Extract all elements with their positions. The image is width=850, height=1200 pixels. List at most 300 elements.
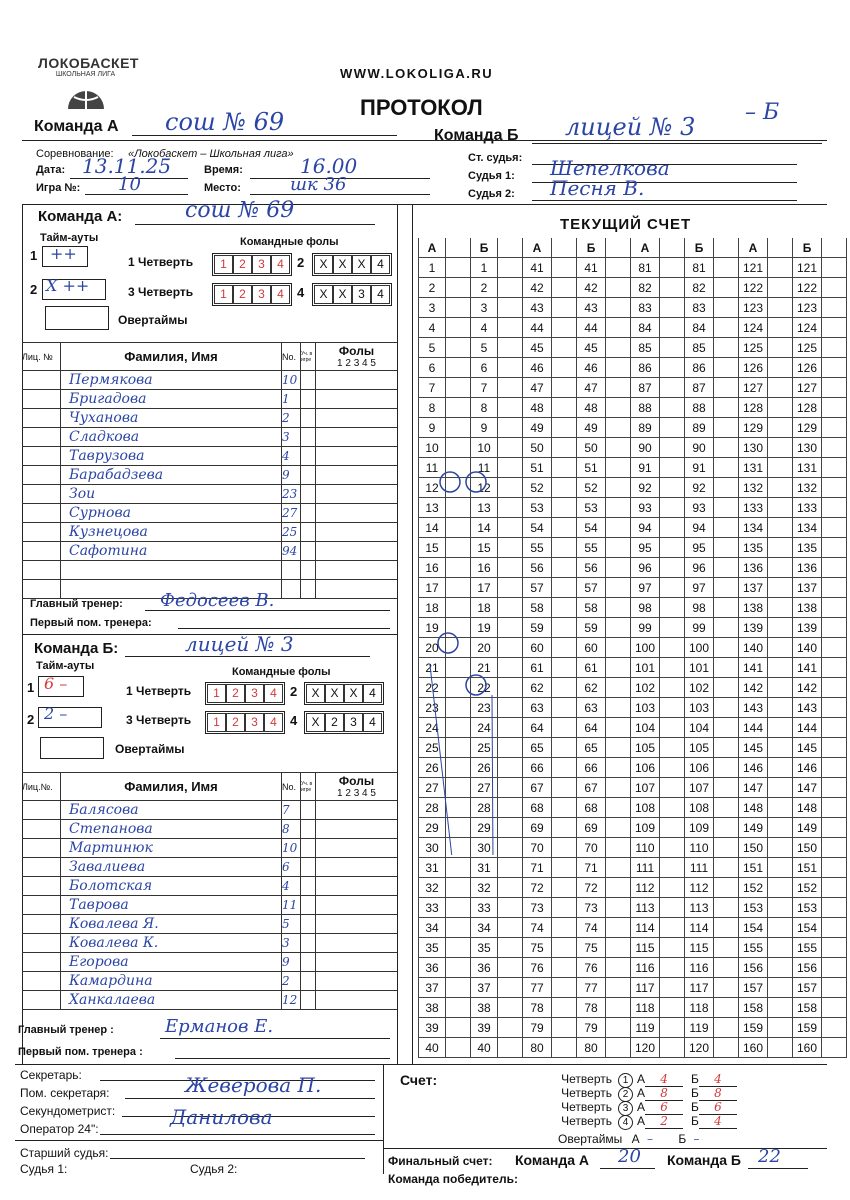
running-score-number[interactable]: 70	[577, 838, 606, 858]
running-score-mark[interactable]	[714, 938, 739, 958]
running-score-number[interactable]: 116	[631, 958, 660, 978]
running-score-number[interactable]: 147	[739, 778, 768, 798]
running-score-mark[interactable]	[606, 478, 631, 498]
running-score-mark[interactable]	[822, 1018, 847, 1038]
running-score-number[interactable]: 149	[739, 818, 768, 838]
fouls-cell[interactable]	[316, 934, 398, 953]
running-score-mark[interactable]	[498, 958, 523, 978]
running-score-number[interactable]: 75	[523, 938, 552, 958]
team-a-q4-fouls[interactable]: X X 3 4	[312, 283, 392, 306]
running-score-number[interactable]: 18	[471, 598, 498, 618]
fouls-cell[interactable]	[316, 561, 398, 580]
running-score-mark[interactable]	[446, 978, 471, 998]
running-score-number[interactable]: 152	[793, 878, 822, 898]
running-score-mark[interactable]	[768, 398, 793, 418]
running-score-number[interactable]: 17	[419, 578, 446, 598]
running-score-number[interactable]: 30	[471, 838, 498, 858]
running-score-number[interactable]: 141	[739, 658, 768, 678]
running-score-number[interactable]: 116	[685, 958, 714, 978]
running-score-number[interactable]: 160	[739, 1038, 768, 1058]
running-score-mark[interactable]	[660, 738, 685, 758]
running-score-mark[interactable]	[822, 958, 847, 978]
running-score-number[interactable]: 32	[471, 878, 498, 898]
running-score-number[interactable]: 155	[739, 938, 768, 958]
running-score-number[interactable]: 59	[577, 618, 606, 638]
in-game-cell[interactable]	[301, 561, 316, 580]
running-score-mark[interactable]	[498, 1018, 523, 1038]
running-score-number[interactable]: 24	[419, 718, 446, 738]
running-score-number[interactable]: 4	[471, 318, 498, 338]
running-score-number[interactable]: 149	[793, 818, 822, 838]
running-score-number[interactable]: 112	[631, 878, 660, 898]
running-score-number[interactable]: 61	[523, 658, 552, 678]
running-score-number[interactable]: 106	[685, 758, 714, 778]
running-score-number[interactable]: 94	[685, 518, 714, 538]
running-score-number[interactable]: 49	[523, 418, 552, 438]
running-score-number[interactable]: 73	[523, 898, 552, 918]
running-score-number[interactable]: 63	[577, 698, 606, 718]
running-score-number[interactable]: 124	[793, 318, 822, 338]
fouls-cell[interactable]	[316, 447, 398, 466]
running-score-mark[interactable]	[822, 1038, 847, 1058]
running-score-mark[interactable]	[822, 738, 847, 758]
running-score-number[interactable]: 157	[739, 978, 768, 998]
running-score-number[interactable]: 65	[523, 738, 552, 758]
running-score-mark[interactable]	[606, 258, 631, 278]
running-score-number[interactable]: 113	[631, 898, 660, 918]
running-score-number[interactable]: 7	[471, 378, 498, 398]
running-score-number[interactable]: 156	[793, 958, 822, 978]
running-score-number[interactable]: 126	[793, 358, 822, 378]
running-score-number[interactable]: 144	[793, 718, 822, 738]
fouls-cell[interactable]	[316, 504, 398, 523]
running-score-number[interactable]: 117	[631, 978, 660, 998]
running-score-mark[interactable]	[768, 698, 793, 718]
running-score-number[interactable]: 110	[631, 838, 660, 858]
running-score-number[interactable]: 140	[793, 638, 822, 658]
running-score-mark[interactable]	[768, 958, 793, 978]
in-game-cell[interactable]	[301, 934, 316, 953]
running-score-mark[interactable]	[822, 438, 847, 458]
running-score-mark[interactable]	[660, 618, 685, 638]
running-score-number[interactable]: 158	[793, 998, 822, 1018]
running-score-number[interactable]: 10	[419, 438, 446, 458]
running-score-mark[interactable]	[660, 418, 685, 438]
running-score-number[interactable]: 71	[523, 858, 552, 878]
running-score-number[interactable]: 119	[631, 1018, 660, 1038]
running-score-number[interactable]: 118	[631, 998, 660, 1018]
running-score-mark[interactable]	[768, 978, 793, 998]
running-score-mark[interactable]	[552, 638, 577, 658]
running-score-number[interactable]: 36	[419, 958, 446, 978]
running-score-mark[interactable]	[714, 398, 739, 418]
running-score-number[interactable]: 1	[419, 258, 446, 278]
running-score-mark[interactable]	[768, 458, 793, 478]
running-score-number[interactable]: 87	[685, 378, 714, 398]
in-game-cell[interactable]	[301, 858, 316, 877]
running-score-number[interactable]: 77	[577, 978, 606, 998]
running-score-number[interactable]: 61	[577, 658, 606, 678]
fouls-cell[interactable]	[316, 542, 398, 561]
running-score-mark[interactable]	[446, 898, 471, 918]
running-score-mark[interactable]	[498, 898, 523, 918]
running-score-mark[interactable]	[714, 698, 739, 718]
running-score-number[interactable]: 10	[471, 438, 498, 458]
running-score-mark[interactable]	[552, 758, 577, 778]
running-score-mark[interactable]	[606, 438, 631, 458]
running-score-mark[interactable]	[768, 878, 793, 898]
running-score-number[interactable]: 34	[419, 918, 446, 938]
running-score-mark[interactable]	[714, 738, 739, 758]
running-score-mark[interactable]	[714, 338, 739, 358]
running-score-number[interactable]: 89	[631, 418, 660, 438]
running-score-number[interactable]: 32	[419, 878, 446, 898]
running-score-mark[interactable]	[552, 278, 577, 298]
running-score-number[interactable]: 82	[631, 278, 660, 298]
running-score-number[interactable]: 151	[793, 858, 822, 878]
running-score-number[interactable]: 64	[577, 718, 606, 738]
running-score-number[interactable]: 57	[577, 578, 606, 598]
running-score-number[interactable]: 79	[577, 1018, 606, 1038]
running-score-number[interactable]: 68	[523, 798, 552, 818]
running-score-mark[interactable]	[714, 878, 739, 898]
running-score-number[interactable]: 59	[523, 618, 552, 638]
running-score-number[interactable]: 65	[577, 738, 606, 758]
running-score-mark[interactable]	[768, 578, 793, 598]
running-score-mark[interactable]	[606, 518, 631, 538]
running-score-number[interactable]: 131	[793, 458, 822, 478]
running-score-number[interactable]: 83	[685, 298, 714, 318]
running-score-number[interactable]: 20	[471, 638, 498, 658]
running-score-number[interactable]: 40	[471, 1038, 498, 1058]
running-score-number[interactable]: 27	[419, 778, 446, 798]
site-url[interactable]: WWW.LOKOLIGA.RU	[340, 66, 494, 81]
running-score-number[interactable]: 77	[523, 978, 552, 998]
running-score-mark[interactable]	[822, 618, 847, 638]
running-score-number[interactable]: 122	[739, 278, 768, 298]
running-score-number[interactable]: 128	[739, 398, 768, 418]
running-score-mark[interactable]	[498, 1038, 523, 1058]
running-score-number[interactable]: 51	[523, 458, 552, 478]
running-score-number[interactable]: 152	[739, 878, 768, 898]
running-score-number[interactable]: 49	[577, 418, 606, 438]
running-score-mark[interactable]	[714, 1038, 739, 1058]
running-score-number[interactable]: 67	[523, 778, 552, 798]
running-score-mark[interactable]	[552, 558, 577, 578]
running-score-mark[interactable]	[822, 698, 847, 718]
in-game-cell[interactable]	[301, 801, 316, 820]
running-score-number[interactable]: 25	[419, 738, 446, 758]
in-game-cell[interactable]	[301, 428, 316, 447]
running-score-number[interactable]: 15	[471, 538, 498, 558]
running-score-mark[interactable]	[552, 898, 577, 918]
running-score-mark[interactable]	[822, 498, 847, 518]
running-score-mark[interactable]	[768, 898, 793, 918]
running-score-number[interactable]: 58	[577, 598, 606, 618]
running-score-mark[interactable]	[552, 658, 577, 678]
running-score-mark[interactable]	[768, 718, 793, 738]
running-score-mark[interactable]	[552, 778, 577, 798]
running-score-mark[interactable]	[660, 798, 685, 818]
running-score-number[interactable]: 84	[685, 318, 714, 338]
running-score-number[interactable]: 28	[471, 798, 498, 818]
running-score-mark[interactable]	[822, 838, 847, 858]
running-score-mark[interactable]	[552, 838, 577, 858]
running-score-number[interactable]: 68	[577, 798, 606, 818]
running-score-number[interactable]: 120	[685, 1038, 714, 1058]
running-score-mark[interactable]	[768, 838, 793, 858]
running-score-mark[interactable]	[768, 818, 793, 838]
running-score-mark[interactable]	[446, 858, 471, 878]
in-game-cell[interactable]	[301, 991, 316, 1010]
running-score-number[interactable]: 60	[523, 638, 552, 658]
running-score-number[interactable]: 133	[739, 498, 768, 518]
running-score-mark[interactable]	[552, 438, 577, 458]
running-score-mark[interactable]	[660, 818, 685, 838]
running-score-mark[interactable]	[822, 978, 847, 998]
running-score-number[interactable]: 132	[793, 478, 822, 498]
running-score-number[interactable]: 55	[577, 538, 606, 558]
running-score-number[interactable]: 12	[471, 478, 498, 498]
running-score-number[interactable]: 43	[523, 298, 552, 318]
fouls-cell[interactable]	[316, 839, 398, 858]
running-score-mark[interactable]	[768, 478, 793, 498]
in-game-cell[interactable]	[301, 877, 316, 896]
fouls-cell[interactable]	[316, 896, 398, 915]
running-score-number[interactable]: 3	[471, 298, 498, 318]
running-score-number[interactable]: 160	[793, 1038, 822, 1058]
running-score-mark[interactable]	[552, 518, 577, 538]
running-score-mark[interactable]	[768, 738, 793, 758]
fouls-cell[interactable]	[316, 801, 398, 820]
running-score-number[interactable]: 125	[793, 338, 822, 358]
team-a-q1-fouls[interactable]: 1 2 3 4	[212, 253, 292, 276]
running-score-mark[interactable]	[822, 478, 847, 498]
running-score-mark[interactable]	[714, 958, 739, 978]
running-score-mark[interactable]	[822, 538, 847, 558]
running-score-number[interactable]: 48	[523, 398, 552, 418]
fouls-cell[interactable]	[316, 877, 398, 896]
running-score-mark[interactable]	[446, 918, 471, 938]
running-score-number[interactable]: 106	[631, 758, 660, 778]
running-score-number[interactable]: 35	[471, 938, 498, 958]
running-score-mark[interactable]	[822, 878, 847, 898]
running-score-number[interactable]: 43	[577, 298, 606, 318]
running-score-number[interactable]: 7	[419, 378, 446, 398]
running-score-number[interactable]: 42	[577, 278, 606, 298]
running-score-number[interactable]: 33	[419, 898, 446, 918]
running-score-mark[interactable]	[822, 318, 847, 338]
running-score-number[interactable]: 46	[577, 358, 606, 378]
fouls-cell[interactable]	[316, 820, 398, 839]
running-score-number[interactable]: 14	[471, 518, 498, 538]
running-score-mark[interactable]	[498, 978, 523, 998]
running-score-mark[interactable]	[714, 518, 739, 538]
running-score-number[interactable]: 103	[685, 698, 714, 718]
running-score-mark[interactable]	[606, 998, 631, 1018]
running-score-mark[interactable]	[552, 798, 577, 818]
running-score-mark[interactable]	[606, 738, 631, 758]
running-score-number[interactable]: 19	[419, 618, 446, 638]
running-score-mark[interactable]	[714, 1018, 739, 1038]
running-score-number[interactable]: 90	[631, 438, 660, 458]
running-score-mark[interactable]	[446, 1018, 471, 1038]
running-score-number[interactable]: 103	[631, 698, 660, 718]
running-score-number[interactable]: 140	[739, 638, 768, 658]
running-score-mark[interactable]	[714, 978, 739, 998]
in-game-cell[interactable]	[301, 504, 316, 523]
running-score-number[interactable]: 148	[739, 798, 768, 818]
running-score-mark[interactable]	[660, 678, 685, 698]
running-score-mark[interactable]	[768, 1018, 793, 1038]
running-score-number[interactable]: 122	[793, 278, 822, 298]
running-score-number[interactable]: 114	[631, 918, 660, 938]
running-score-mark[interactable]	[660, 398, 685, 418]
running-score-number[interactable]: 8	[471, 398, 498, 418]
running-score-mark[interactable]	[606, 398, 631, 418]
running-score-number[interactable]: 79	[523, 1018, 552, 1038]
running-score-mark[interactable]	[446, 1038, 471, 1058]
running-score-mark[interactable]	[714, 378, 739, 398]
running-score-number[interactable]: 114	[685, 918, 714, 938]
running-score-number[interactable]: 123	[739, 298, 768, 318]
running-score-mark[interactable]	[552, 258, 577, 278]
running-score-number[interactable]: 154	[793, 918, 822, 938]
running-score-number[interactable]: 143	[739, 698, 768, 718]
running-score-mark[interactable]	[552, 478, 577, 498]
running-score-mark[interactable]	[768, 758, 793, 778]
running-score-mark[interactable]	[768, 418, 793, 438]
running-score-mark[interactable]	[606, 778, 631, 798]
running-score-number[interactable]: 88	[685, 398, 714, 418]
running-score-number[interactable]: 156	[739, 958, 768, 978]
running-score-mark[interactable]	[660, 298, 685, 318]
running-score-number[interactable]: 111	[631, 858, 660, 878]
running-score-mark[interactable]	[606, 538, 631, 558]
running-score-number[interactable]: 45	[523, 338, 552, 358]
running-score-number[interactable]: 26	[419, 758, 446, 778]
running-score-number[interactable]: 51	[577, 458, 606, 478]
running-score-mark[interactable]	[552, 598, 577, 618]
running-score-number[interactable]: 94	[631, 518, 660, 538]
running-score-mark[interactable]	[606, 918, 631, 938]
running-score-mark[interactable]	[660, 278, 685, 298]
running-score-mark[interactable]	[768, 678, 793, 698]
running-score-number[interactable]: 86	[685, 358, 714, 378]
running-score-number[interactable]: 101	[685, 658, 714, 678]
running-score-number[interactable]: 129	[793, 418, 822, 438]
running-score-mark[interactable]	[660, 718, 685, 738]
fouls-cell[interactable]	[316, 991, 398, 1010]
running-score-number[interactable]: 91	[685, 458, 714, 478]
running-score-number[interactable]: 109	[631, 818, 660, 838]
fouls-cell[interactable]	[316, 371, 398, 390]
in-game-cell[interactable]	[301, 485, 316, 504]
running-score-mark[interactable]	[606, 338, 631, 358]
in-game-cell[interactable]	[301, 542, 316, 561]
running-score-mark[interactable]	[552, 818, 577, 838]
running-score-number[interactable]: 115	[685, 938, 714, 958]
running-score-number[interactable]: 56	[577, 558, 606, 578]
running-score-number[interactable]: 125	[739, 338, 768, 358]
running-score-mark[interactable]	[768, 318, 793, 338]
running-score-number[interactable]: 95	[685, 538, 714, 558]
running-score-number[interactable]: 153	[739, 898, 768, 918]
in-game-cell[interactable]	[301, 409, 316, 428]
running-score-mark[interactable]	[660, 578, 685, 598]
running-score-mark[interactable]	[552, 418, 577, 438]
running-score-mark[interactable]	[714, 478, 739, 498]
running-score-number[interactable]: 107	[631, 778, 660, 798]
running-score-number[interactable]: 13	[419, 498, 446, 518]
running-score-number[interactable]: 153	[793, 898, 822, 918]
running-score-number[interactable]: 131	[739, 458, 768, 478]
running-score-number[interactable]: 16	[471, 558, 498, 578]
running-score-number[interactable]: 33	[471, 898, 498, 918]
running-score-mark[interactable]	[606, 798, 631, 818]
running-score-number[interactable]: 96	[685, 558, 714, 578]
running-score-number[interactable]: 99	[685, 618, 714, 638]
running-score-number[interactable]: 66	[577, 758, 606, 778]
running-score-mark[interactable]	[660, 898, 685, 918]
fouls-cell[interactable]	[316, 390, 398, 409]
running-score-mark[interactable]	[768, 1038, 793, 1058]
running-score-number[interactable]: 138	[793, 598, 822, 618]
running-score-mark[interactable]	[714, 578, 739, 598]
running-score-number[interactable]: 93	[631, 498, 660, 518]
running-score-number[interactable]: 135	[793, 538, 822, 558]
fouls-cell[interactable]	[316, 580, 398, 599]
running-score-mark[interactable]	[714, 758, 739, 778]
running-score-mark[interactable]	[552, 998, 577, 1018]
running-score-number[interactable]: 76	[577, 958, 606, 978]
running-score-mark[interactable]	[552, 1018, 577, 1038]
running-score-number[interactable]: 67	[577, 778, 606, 798]
running-score-number[interactable]: 100	[685, 638, 714, 658]
running-score-number[interactable]: 87	[631, 378, 660, 398]
running-score-mark[interactable]	[768, 638, 793, 658]
running-score-number[interactable]: 63	[523, 698, 552, 718]
running-score-number[interactable]: 117	[685, 978, 714, 998]
running-score-mark[interactable]	[606, 858, 631, 878]
running-score-number[interactable]: 157	[793, 978, 822, 998]
running-score-mark[interactable]	[768, 538, 793, 558]
running-score-number[interactable]: 130	[739, 438, 768, 458]
running-score-number[interactable]: 150	[793, 838, 822, 858]
running-score-mark[interactable]	[660, 958, 685, 978]
running-score-mark[interactable]	[606, 958, 631, 978]
running-score-number[interactable]: 159	[793, 1018, 822, 1038]
running-score-number[interactable]: 11	[419, 458, 446, 478]
running-score-number[interactable]: 57	[523, 578, 552, 598]
running-score-mark[interactable]	[714, 258, 739, 278]
running-score-mark[interactable]	[606, 378, 631, 398]
running-score-mark[interactable]	[552, 498, 577, 518]
running-score-mark[interactable]	[498, 858, 523, 878]
running-score-number[interactable]: 28	[419, 798, 446, 818]
running-score-number[interactable]: 100	[631, 638, 660, 658]
running-score-mark[interactable]	[552, 918, 577, 938]
running-score-mark[interactable]	[606, 418, 631, 438]
running-score-number[interactable]: 75	[577, 938, 606, 958]
running-score-number[interactable]: 41	[523, 258, 552, 278]
running-score-number[interactable]: 27	[471, 778, 498, 798]
running-score-mark[interactable]	[714, 778, 739, 798]
running-score-number[interactable]: 16	[419, 558, 446, 578]
in-game-cell[interactable]	[301, 447, 316, 466]
running-score-number[interactable]: 89	[685, 418, 714, 438]
running-score-mark[interactable]	[660, 458, 685, 478]
